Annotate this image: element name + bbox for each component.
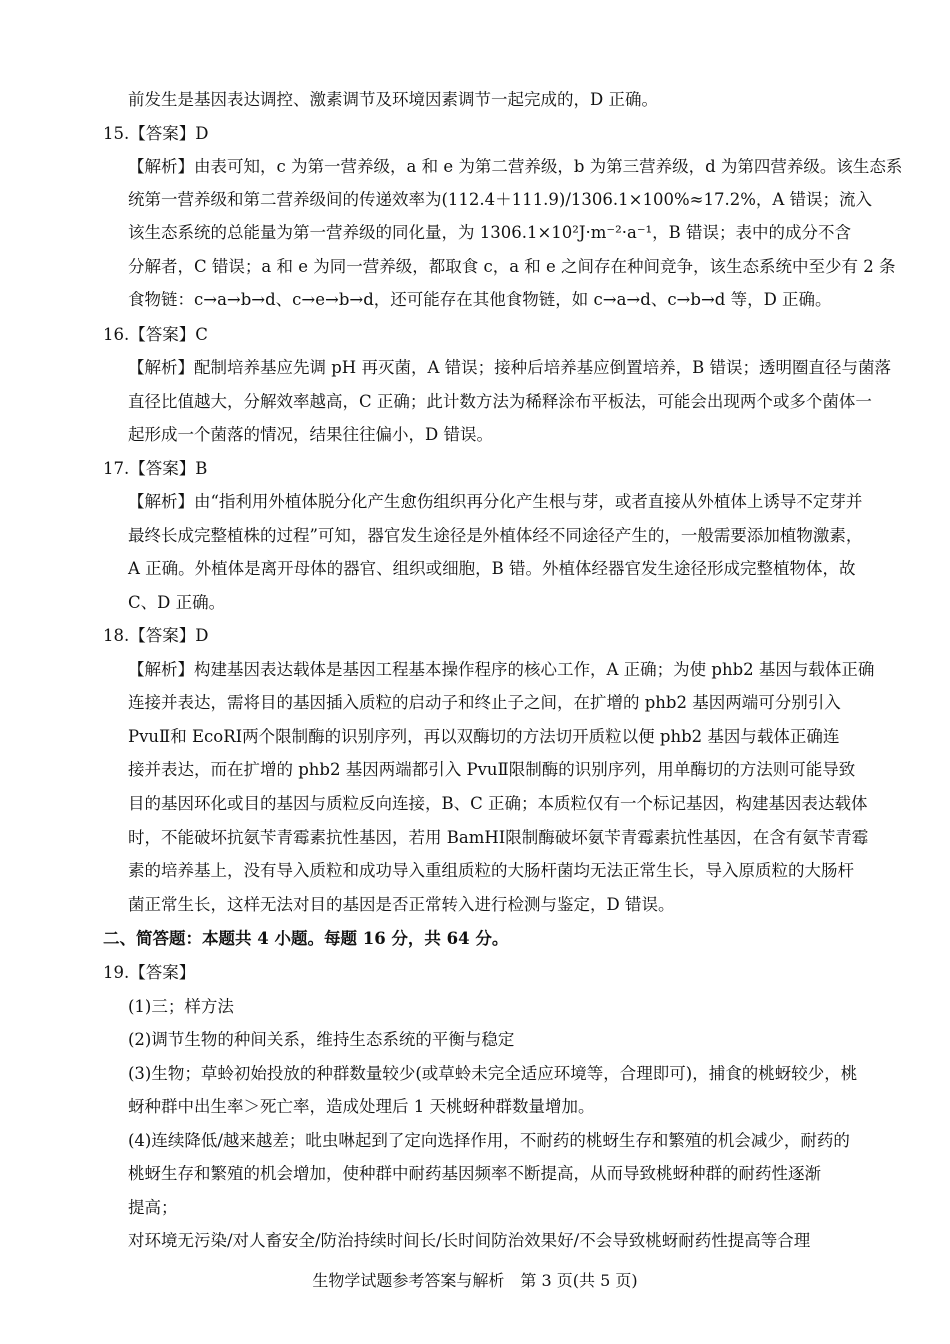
text-line: 菌正常生长，这样无法对目的基因是否正常转入进行检测与鉴定，D 错误。 [128,895,675,914]
answer-heading-18: 18.【答案】D [103,626,209,645]
text-line: 素的培养基上，没有导入质粒和成功导入重组质粒的大肠杆菌均无法正常生长，导入原质粒的大肠杆 [128,861,854,880]
answer-heading-17: 17.【答案】B [103,459,208,478]
answer-heading-16: 16.【答案】C [103,325,208,344]
text-line: 起形成一个菌落的情况，结果往往偏小，D 错误。 [128,425,493,444]
text-line: A 正确。外植体是离开母体的器官、组织或细胞，B 错。外植体经器官发生途径形成完整植物体，故 [128,559,856,578]
text-line: 目的基因环化或目的基因与质粒反向连接，B、C 正确；本质粒仅有一个标记基因，构建基因表达载体 [128,794,868,813]
text-line: 直径比值越大，分解效率越高，C 正确；此计数方法为稀释涂布平板法，可能会出现两个或多个菌体一 [128,392,872,411]
text-line: 该生态系统的总能量为第一营养级的同化量，为 1306.1×10²J·m⁻²·a⁻¹，B 错误；表中的成分不含 [128,223,852,242]
text-line: 【解析】配制培养基应先调 pH 再灭菌，A 错误；接种后培养基应倒置培养，B 错误；透明圈直径与菌落 [128,358,891,377]
text-line: (4)连续降低/越来越差；吡虫啉起到了定向选择作用，不耐药的桃蚜生存和繁殖的机会减少，耐药的 [128,1131,850,1150]
text-line: (1)三；样方法 [128,997,234,1016]
text-line: 接并表达，而在扩增的 phb2 基因两端都引入 PvuⅡ限制酶的识别序列，用单酶切的方法则可能导致 [128,760,856,779]
text-line: 【解析】构建基因表达载体是基因工程基本操作程序的核心工作，A 正确；为使 phb2 基因与载体正确 [128,660,875,679]
text-line: 桃蚜生存和繁殖的机会增加，使种群中耐药基因频率不断提高，从而导致桃蚜种群的耐药性逐渐 [128,1164,821,1183]
text-line: 分解者，C 错误；a 和 e 为同一营养级，都取食 c，a 和 e 之间存在种间竞争，该生态系统中至少有 2 条 [128,257,896,276]
answer-heading-19: 19.【答案】 [103,963,196,982]
text-line: 时，不能破坏抗氨苄青霉素抗性基因，若用 BamHⅠ限制酶破坏氨苄青霉素抗性基因，在含有氨苄青霉 [128,828,869,847]
text-line: 【解析】由“指利用外植体脱分化产生愈伤组织再分化产生根与芽，或者直接从外植体上诱导不定芽并 [128,492,863,511]
text-line: C、D 正确。 [128,593,226,612]
answer-heading-15: 15.【答案】D [103,124,209,143]
text-line: 食物链：c→a→b→d、c→e→b→d，还可能存在其他食物链，如 c→a→d、c→b→d 等，D 正确。 [128,290,832,309]
text-line: (2)调节生物的种间关系，维持生态系统的平衡与稳定 [128,1030,515,1049]
text-line: 最终长成完整植株的过程”可知，器官发生途径是外植体经不同途径产生的，一般需要添加植物激素， [128,526,863,545]
text-line: 对环境无污染/对人畜安全/防治持续时间长/长时间防治效果好/不会导致桃蚜耐药性提高等合理 [128,1231,811,1250]
page-footer: 生物学试题参考答案与解析 第 3 页(共 5 页) [312,1271,638,1290]
text-line: PvuⅡ和 EcoRⅠ两个限制酶的识别序列，再以双酶切的方法切开质粒以便 phb2 基因与载体正确连 [128,727,840,746]
text-line: 提高； [128,1198,178,1217]
text-line: 蚜种群中出生率＞死亡率，造成处理后 1 天桃蚜种群数量增加。 [128,1097,595,1116]
section-heading: 二、简答题：本题共 4 小题。每题 16 分，共 64 分。 [103,929,509,948]
text-line: 统第一营养级和第二营养级间的传递效率为(112.4＋111.9)/1306.1×100%≈17.2%，A 错误；流入 [128,190,873,209]
text-line: 前发生是基因表达调控、激素调节及环境因素调节一起完成的，D 正确。 [128,90,658,109]
text-line: 连接并表达，需将目的基因插入质粒的启动子和终止子之间，在扩增的 phb2 基因两端可分别引入 [128,693,841,712]
text-line: (3)生物；草蛉初始投放的种群数量较少(或草蛉未完全适应环境等，合理即可)，捕食的桃蚜较少，桃 [128,1064,858,1083]
text-line: 【解析】由表可知，c 为第一营养级，a 和 e 为第二营养级，b 为第三营养级，d 为第四营养级。该生态系 [128,157,903,176]
